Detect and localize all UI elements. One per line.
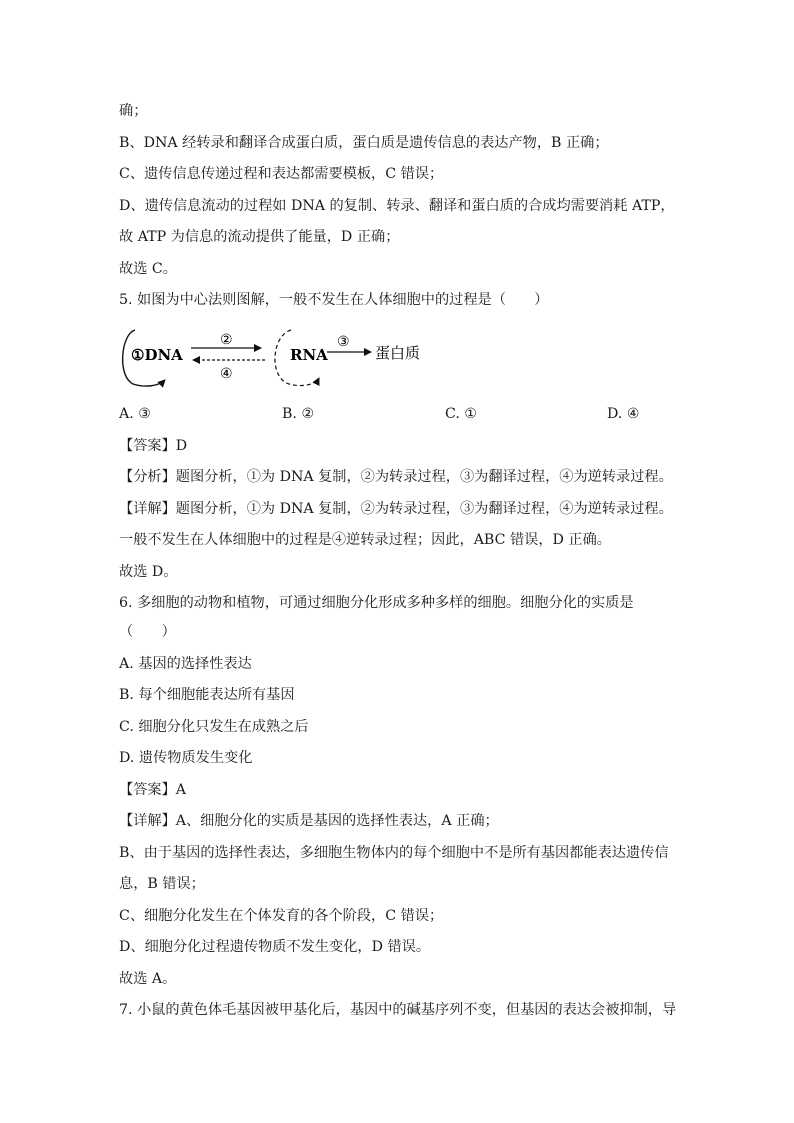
text-line: C、遗传信息传递过程和表达都需要模板，C 错误； bbox=[119, 166, 444, 182]
q6-option-a: A. 基因的选择性表达 bbox=[119, 656, 252, 672]
text-line: 故 ATP 为信息的流动提供了能量，D 正确； bbox=[119, 229, 400, 245]
question-5-stem: 5. 如图为中心法则图解，一般不发生在人体细胞中的过程是（ ） bbox=[119, 292, 549, 308]
question-6-blank: （ ） bbox=[119, 624, 176, 640]
arrow-2-label: ② bbox=[220, 332, 233, 348]
text-line: D、细胞分化过程遗传物质不发生变化，D 错误。 bbox=[119, 939, 431, 955]
answer-line: 【答案】D bbox=[119, 438, 188, 454]
q5-option-b: B. ② bbox=[282, 406, 315, 422]
text-line: 一般不发生在人体细胞中的过程是④逆转录过程；因此，ABC 错误，D 正确。 bbox=[119, 532, 611, 548]
central-dogma-diagram bbox=[119, 324, 439, 396]
rna-label: RNA bbox=[290, 346, 328, 364]
text-line: C、细胞分化发生在个体发育的各个阶段，C 错误； bbox=[119, 908, 444, 924]
q6-option-d: D. 遗传物质发生变化 bbox=[119, 750, 253, 766]
q6-option-b: B. 每个细胞能表达所有基因 bbox=[119, 687, 295, 703]
answer-line: 【答案】A bbox=[119, 782, 186, 798]
text-line: D、遗传信息流动的过程如 DNA 的复制、转录、翻译和蛋白质的合成均需要消耗 ATP， bbox=[119, 198, 675, 214]
dna-label: ①DNA bbox=[131, 346, 183, 364]
analysis-line: 【分析】题图分析，①为 DNA 复制，②为转录过程，③为翻译过程，④为逆转录过程。 bbox=[119, 469, 673, 485]
arrow-4-label: ④ bbox=[220, 366, 233, 382]
q5-option-c: C. ① bbox=[445, 406, 478, 422]
text-line: 故选 A。 bbox=[119, 971, 177, 987]
text-line: B、DNA 经转录和翻译合成蛋白质，蛋白质是遗传信息的表达产物，B 正确； bbox=[119, 135, 609, 151]
question-7-stem: 7. 小鼠的黄色体毛基因被甲基化后，基因中的碱基序列不变，但基因的表达会被抑制，导 bbox=[119, 1002, 677, 1018]
text-line: B、由于基因的选择性表达，多细胞生物体内的每个细胞中不是所有基因都能表达遗传信 bbox=[119, 845, 669, 861]
protein-label: 蛋白质 bbox=[375, 344, 421, 362]
arrow-3-label: ③ bbox=[337, 334, 350, 350]
explanation-line: 【详解】题图分析，①为 DNA 复制，②为转录过程，③为翻译过程，④为逆转录过程。 bbox=[119, 501, 673, 517]
explanation-line: 【详解】A、细胞分化的实质是基因的选择性表达，A 正确； bbox=[119, 813, 499, 829]
q5-option-d: D. ④ bbox=[607, 406, 640, 422]
q6-option-c: C. 细胞分化只发生在成熟之后 bbox=[119, 719, 309, 735]
text-line: 息，B 错误； bbox=[119, 876, 205, 892]
q5-option-a: A. ③ bbox=[119, 406, 151, 422]
question-6-stem: 6. 多细胞的动物和植物，可通过细胞分化形成多种多样的细胞。细胞分化的实质是 bbox=[119, 595, 634, 611]
text-line: 确； bbox=[119, 103, 148, 119]
text-line: 故选 D。 bbox=[119, 564, 178, 580]
text-line: 故选 C。 bbox=[119, 261, 177, 277]
